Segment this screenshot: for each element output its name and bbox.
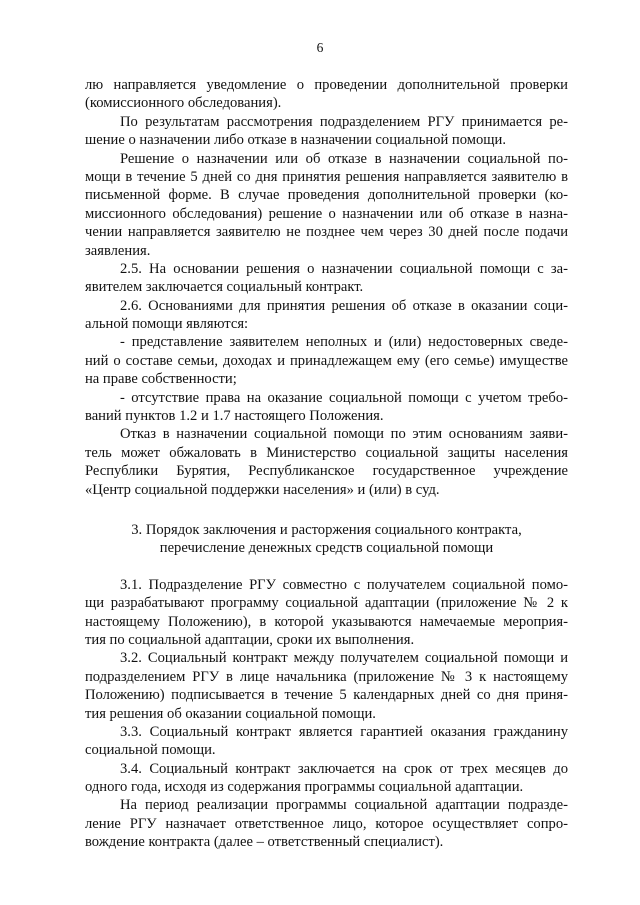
text-line: Отказ в назначении социальной помощи по этим основаниям заяви- bbox=[120, 426, 568, 443]
text-line: настоящему Положению), в которой указываются намечаемые мероприя- bbox=[85, 613, 568, 630]
text-line: тель может обжаловать в Министерство социальной защиты населения bbox=[85, 444, 568, 461]
text-line: ваний пунктов 1.2 и 1.7 настоящего Положения. bbox=[85, 408, 384, 425]
text-line: ний о составе семьи, доходах и принадлежащем ему (его семье) имуществе bbox=[85, 352, 568, 369]
text-line: Республики Бурятия, Республиканское государственное учреждение bbox=[85, 463, 568, 480]
paragraph-p1 bbox=[85, 76, 568, 113]
text-line: явителем заключается социальный контракт. bbox=[85, 279, 364, 296]
document-body bbox=[85, 76, 568, 852]
text-line: социальной помощи. bbox=[85, 742, 216, 759]
text-line: 2.5. На основании решения о назначении социальной помощи с за- bbox=[120, 260, 568, 277]
page-number: 6 bbox=[316, 40, 324, 55]
text-line: 3.1. Подразделение РГУ совместно с получателем социальной помо- bbox=[120, 576, 568, 593]
section-3-body bbox=[85, 576, 568, 852]
text-line: ление РГУ назначает ответственное лицо, которое осуществляет сопро- bbox=[85, 815, 568, 832]
paragraph-p3 bbox=[85, 150, 568, 260]
text-line: заявления. bbox=[85, 242, 151, 259]
text-line: мощи в течение 5 дней со дня принятия решения направляется заявителю в bbox=[85, 168, 568, 185]
paragraph-p8 bbox=[85, 425, 568, 499]
paragraph-p12 bbox=[85, 760, 568, 797]
text-line: вождение контракта (далее – ответственный специалист). bbox=[85, 834, 444, 851]
text-line: щи разрабатывают программу социальной адаптации (приложение № 2 к bbox=[85, 595, 568, 612]
heading-line: перечисление денежных средств социальной помощи bbox=[159, 540, 494, 557]
text-line: тия по социальной адаптации, сроки их выполнения. bbox=[85, 631, 415, 648]
paragraph-p5 bbox=[85, 297, 568, 334]
text-line: на праве собственности; bbox=[85, 371, 237, 388]
section-3-heading bbox=[85, 521, 568, 558]
text-line: Положению) подписывается в течение 5 календарных дней со дня приня- bbox=[85, 687, 568, 704]
text-line: альной помощи являются: bbox=[85, 316, 249, 333]
text-line: одного года, исходя из содержания программы социальной адаптации. bbox=[85, 779, 524, 796]
text-line: По результатам рассмотрения подразделением РГУ принимается ре- bbox=[120, 113, 568, 130]
heading-line: 3. Порядок заключения и расторжения социального контракта, bbox=[131, 521, 522, 538]
text-line: 2.6. Основаниями для принятия решения об отказе в оказании соци- bbox=[120, 297, 568, 314]
paragraph-p13 bbox=[85, 796, 568, 851]
text-line: - представление заявителем неполных и (или) недостоверных сведе- bbox=[120, 334, 568, 351]
text-line: подразделением РГУ в лице начальника (приложение № 3 к настоящему bbox=[85, 668, 568, 685]
text-line: 3.3. Социальный контракт является гарантией оказания гражданину bbox=[120, 723, 568, 740]
text-line: миссионного обследования) решение о назначении или об отказе в назна- bbox=[85, 205, 568, 222]
text-line: «Центр социальной поддержки населения» и (или) в суд. bbox=[85, 481, 440, 498]
text-line: лю направляется уведомление о проведении дополнительной проверки bbox=[85, 77, 568, 93]
paragraph-p7 bbox=[85, 389, 568, 426]
text-line: тия решения об оказании социальной помощи. bbox=[85, 705, 376, 722]
text-line: шение о назначении либо отказе в назначении социальной помощи. bbox=[85, 132, 506, 149]
text-line: На период реализации программы социальной адаптации подразде- bbox=[120, 797, 568, 814]
text-line: 3.4. Социальный контракт заключается на срок от трех месяцев до bbox=[120, 760, 568, 777]
paragraph-p11 bbox=[85, 723, 568, 760]
paragraph-p2 bbox=[85, 113, 568, 150]
text-line: (комиссионного обследования). bbox=[85, 95, 282, 112]
text-line: Решение о назначении или об отказе в назначении социальной по- bbox=[120, 150, 568, 167]
text-line: 3.2. Социальный контракт между получателем социальной помощи и bbox=[120, 650, 568, 667]
text-line: письменной форме. В случае проведения дополнительной проверки (ко- bbox=[85, 187, 568, 204]
text-line: - отсутствие права на оказание социальной помощи с учетом требо- bbox=[120, 389, 568, 406]
paragraph-p10 bbox=[85, 649, 568, 723]
section-2-continuation bbox=[85, 76, 568, 499]
paragraph-p4 bbox=[85, 260, 568, 297]
paragraph-p6 bbox=[85, 333, 568, 388]
paragraph-p9 bbox=[85, 576, 568, 650]
text-line: чении направляется заявителю не позднее чем через 30 дней после подачи bbox=[85, 224, 568, 241]
